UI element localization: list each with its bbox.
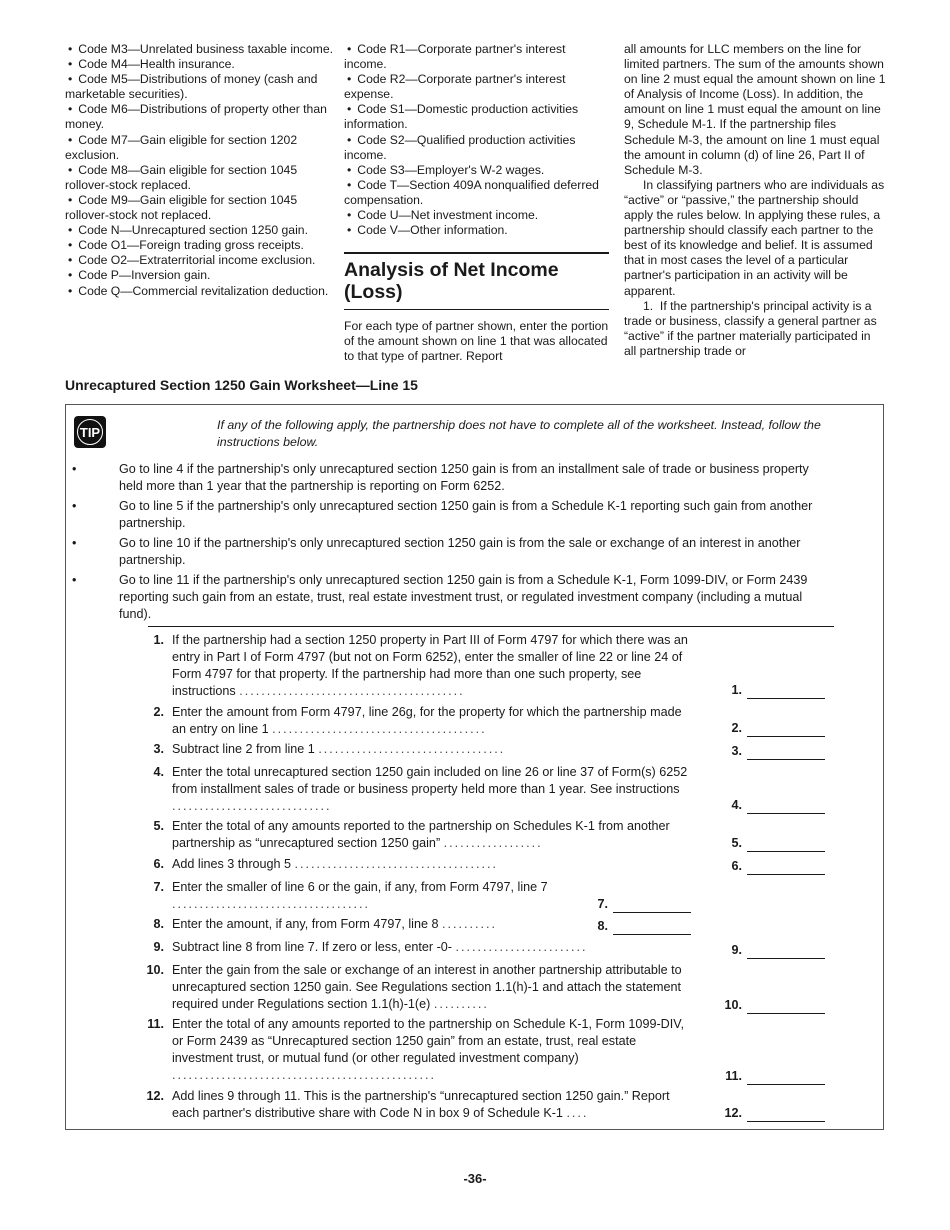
code-item: • Code Q—Commercial revitalization deduction.	[65, 284, 335, 299]
code-item: • Code S1—Domestic production activities information.	[344, 102, 609, 132]
line-5-answer[interactable]: 5.	[714, 835, 825, 852]
text-column-3	[624, 42, 886, 359]
worksheet-line-7	[136, 879, 836, 915]
worksheet-line-8	[136, 916, 836, 934]
paragraph: all amounts for LLC members on the line for limited partners. The sum of the amounts shown on line 2 must equal the amount shown on line 1 of Analysis of Income (Loss). In addition, the amount on line 1 must equal the amount on line 9, Schedule M-1. If the partnership files Schedule M-3, the amount on line 1 must equal the amount in column (d) of line 26, Part II of Schedule M-3.	[624, 42, 886, 177]
code-item: • Code M7—Gain eligible for section 1202 exclusion.	[65, 133, 335, 163]
line-number: 8.	[153, 917, 164, 931]
bullet-text: Go to line 11 if the partnership's only unrecaptured section 1250 gain is from a Schedule K-1, Form 1099-DIV, or Form 2439 reporting such gain from an estate, trust, real estate investment trust, or regulated investment company (including a mutual fund).	[119, 573, 808, 621]
code-item: • Code M8—Gain eligible for section 1045 rollover-stock replaced.	[65, 163, 335, 193]
line-text: Add lines 9 through 11. This is the partnership's “unrecaptured section 1250 gain.” Report each partner's distributive share with Code N in box 9 of Schedule K-1 ....	[172, 1089, 670, 1120]
line-6-answer[interactable]: 6.	[714, 858, 825, 875]
line-text: Enter the total of any amounts reported to the partnership on Schedule K-1, Form 1099-DIV, or Form 2439 as “Unrecaptured section 1250 gain” from an estate, trust, real estate investment trust, or mutual fund (or other regulated investment company) ................................................	[172, 1017, 684, 1082]
code-item: • Code T—Section 409A nonqualified deferred compensation.	[344, 178, 609, 208]
line-8-answer[interactable]: 8.	[580, 918, 691, 935]
line-11-answer[interactable]: 11.	[714, 1068, 825, 1085]
code-item: • Code O2—Extraterritorial income exclusion.	[65, 253, 335, 268]
tip-label: TIP	[79, 424, 101, 440]
section-rule	[344, 252, 609, 259]
worksheet-title: Unrecaptured Section 1250 Gain Worksheet—Line 15	[65, 377, 418, 393]
code-item: • Code R1—Corporate partner's interest income.	[344, 42, 609, 72]
code-list-column-2	[344, 42, 609, 365]
code-item: • Code R2—Corporate partner's interest expense.	[344, 72, 609, 102]
bullet-item: • Go to line 10 if the partnership's only unrecaptured section 1250 gain is from the sale or exchange of an interest in another partnership.	[72, 536, 801, 567]
code-item: • Code M9—Gain eligible for section 1045 rollover-stock not replaced.	[65, 193, 335, 223]
bullet-text: Go to line 4 if the partnership's only unrecaptured section 1250 gain is from an installment sale of trade or business property held more than 1 year that the partnership is reporting on Form 6252.	[119, 462, 809, 493]
code-item: • Code S3—Employer's W-2 wages.	[344, 163, 609, 178]
line-text: Subtract line 8 from line 7. If zero or less, enter -0- ........................	[172, 940, 588, 954]
line-number: 6.	[153, 857, 164, 871]
page-number: -36-	[463, 1171, 487, 1186]
line-text: Enter the total of any amounts reported to the partnership on Schedules K-1 from another partnership as “unrecaptured section 1250 gain” ..................	[172, 819, 670, 850]
section-divider	[344, 309, 609, 310]
bullet-item: • Go to line 5 if the partnership's only unrecaptured section 1250 gain is from a Schedule K-1 reporting such gain from another partnership.	[72, 499, 813, 530]
code-item: • Code S2—Qualified production activities income.	[344, 133, 609, 163]
paragraph: 1. If the partnership's principal activity is a trade or business, classify a general partner as “active” if the partner materially participated in all partnership trade or	[624, 298, 877, 358]
line-number: 4.	[153, 765, 164, 779]
line-number: 3.	[153, 742, 164, 756]
line-text: If the partnership had a section 1250 property in Part III of Form 4797 for which there was an entry in Part I of Form 4797 (but not on Form 6252), enter the smaller of line 22 or line 24 of Form 4797 for that property. If the partnership had more than one such property, see instructions .........................................	[172, 633, 688, 698]
line-7-answer[interactable]: 7.	[580, 896, 691, 913]
worksheet-box	[65, 404, 884, 1130]
line-2-answer[interactable]: 2.	[714, 720, 825, 737]
line-3-answer[interactable]: 3.	[714, 743, 825, 760]
code-item: • Code M6—Distributions of property other than money.	[65, 102, 335, 132]
bullet-text: Go to line 10 if the partnership's only unrecaptured section 1250 gain is from the sale or exchange of an interest in another partnership.	[119, 536, 801, 567]
code-item: • Code N—Unrecaptured section 1250 gain.	[65, 223, 335, 238]
line-9-answer[interactable]: 9.	[714, 942, 825, 959]
line-number: 7.	[153, 880, 164, 894]
bullet-text: Go to line 5 if the partnership's only unrecaptured section 1250 gain is from a Schedule K-1 reporting such gain from another partnership.	[119, 499, 813, 530]
code-item: • Code O1—Foreign trading gross receipts.	[65, 238, 335, 253]
line-text: Enter the gain from the sale or exchange of an interest in another partnership attributable to unrecaptured section 1250 gain. See Regulations section 1.1(h)-1 and attach the statement required under Regulations section 1.1(h)-1(e) ..........	[172, 963, 682, 1011]
line-10-answer[interactable]: 10.	[714, 997, 825, 1014]
line-text: Enter the amount, if any, from Form 4797, line 8 ..........	[172, 917, 497, 931]
line-number: 9.	[153, 940, 164, 954]
section-heading: Analysis of Net Income (Loss)	[344, 259, 559, 304]
code-item: • Code M5—Distributions of money (cash and marketable securities).	[65, 72, 335, 102]
paragraph: In classifying partners who are individuals as “active” or “passive,” the partnership should apply the rules below. In applying these rules, a partnership should classify each partner to the best of its knowledge and belief. It is assumed that in most cases the level of a particular partner's participation in an activity will be apparent.	[624, 177, 885, 298]
line-number: 12.	[146, 1089, 164, 1103]
code-item: • Code U—Net investment income.	[344, 208, 609, 223]
bullet-item: • Go to line 11 if the partnership's only unrecaptured section 1250 gain is from a Schedule K-1, Form 1099-DIV, or Form 2439 reporting such gain from an estate, trust, real estate investment trust, or regulated investment company (including a mutual fund).	[72, 573, 808, 621]
code-item: • Code M3—Unrelated business taxable income.	[65, 42, 335, 57]
line-text: Add lines 3 through 5 .....................................	[172, 857, 498, 871]
code-item: • Code P—Inversion gain.	[65, 268, 335, 283]
line-1-answer[interactable]: 1.	[714, 682, 825, 699]
code-list-column-1	[65, 42, 335, 299]
line-number: 1.	[153, 633, 164, 647]
tip-text: If any of the following apply, the partnership does not have to complete all of the worksheet. Instead, follow the instructions below.	[217, 418, 821, 449]
line-number: 2.	[153, 705, 164, 719]
line-number: 11.	[147, 1017, 164, 1031]
bullet-item: • Go to line 4 if the partnership's only unrecaptured section 1250 gain is from an installment sale of trade or business property held more than 1 year that the partnership is reporting on Form 6252.	[72, 462, 809, 493]
instruction-bullets	[66, 461, 836, 626]
section-paragraph: For each type of partner shown, enter the portion of the amount shown on line 1 that was allocated to that type of partner. Report	[344, 319, 609, 364]
line-number: 5.	[153, 819, 164, 833]
line-text: Enter the amount from Form 4797, line 26g, for the property for which the partnership made an entry on line 1 .......................................	[172, 705, 682, 736]
line-text: Enter the smaller of line 6 or the gain, if any, from Form 4797, line 7 ....................................	[172, 880, 548, 911]
worksheet-divider	[148, 626, 834, 627]
line-text: Enter the total unrecaptured section 1250 gain included on line 26 or line 37 of Form(s) 6252 from installment sales of trade or business property held more than 1 year. See instructions .............................	[172, 765, 688, 813]
tip-icon	[74, 416, 106, 448]
code-item: • Code V—Other information.	[344, 223, 609, 238]
line-12-answer[interactable]: 12.	[714, 1105, 825, 1122]
line-4-answer[interactable]: 4.	[714, 797, 825, 814]
code-item: • Code M4—Health insurance.	[65, 57, 335, 72]
line-text: Subtract line 2 from line 1 ..................................	[172, 742, 506, 756]
line-number: 10.	[146, 963, 164, 977]
